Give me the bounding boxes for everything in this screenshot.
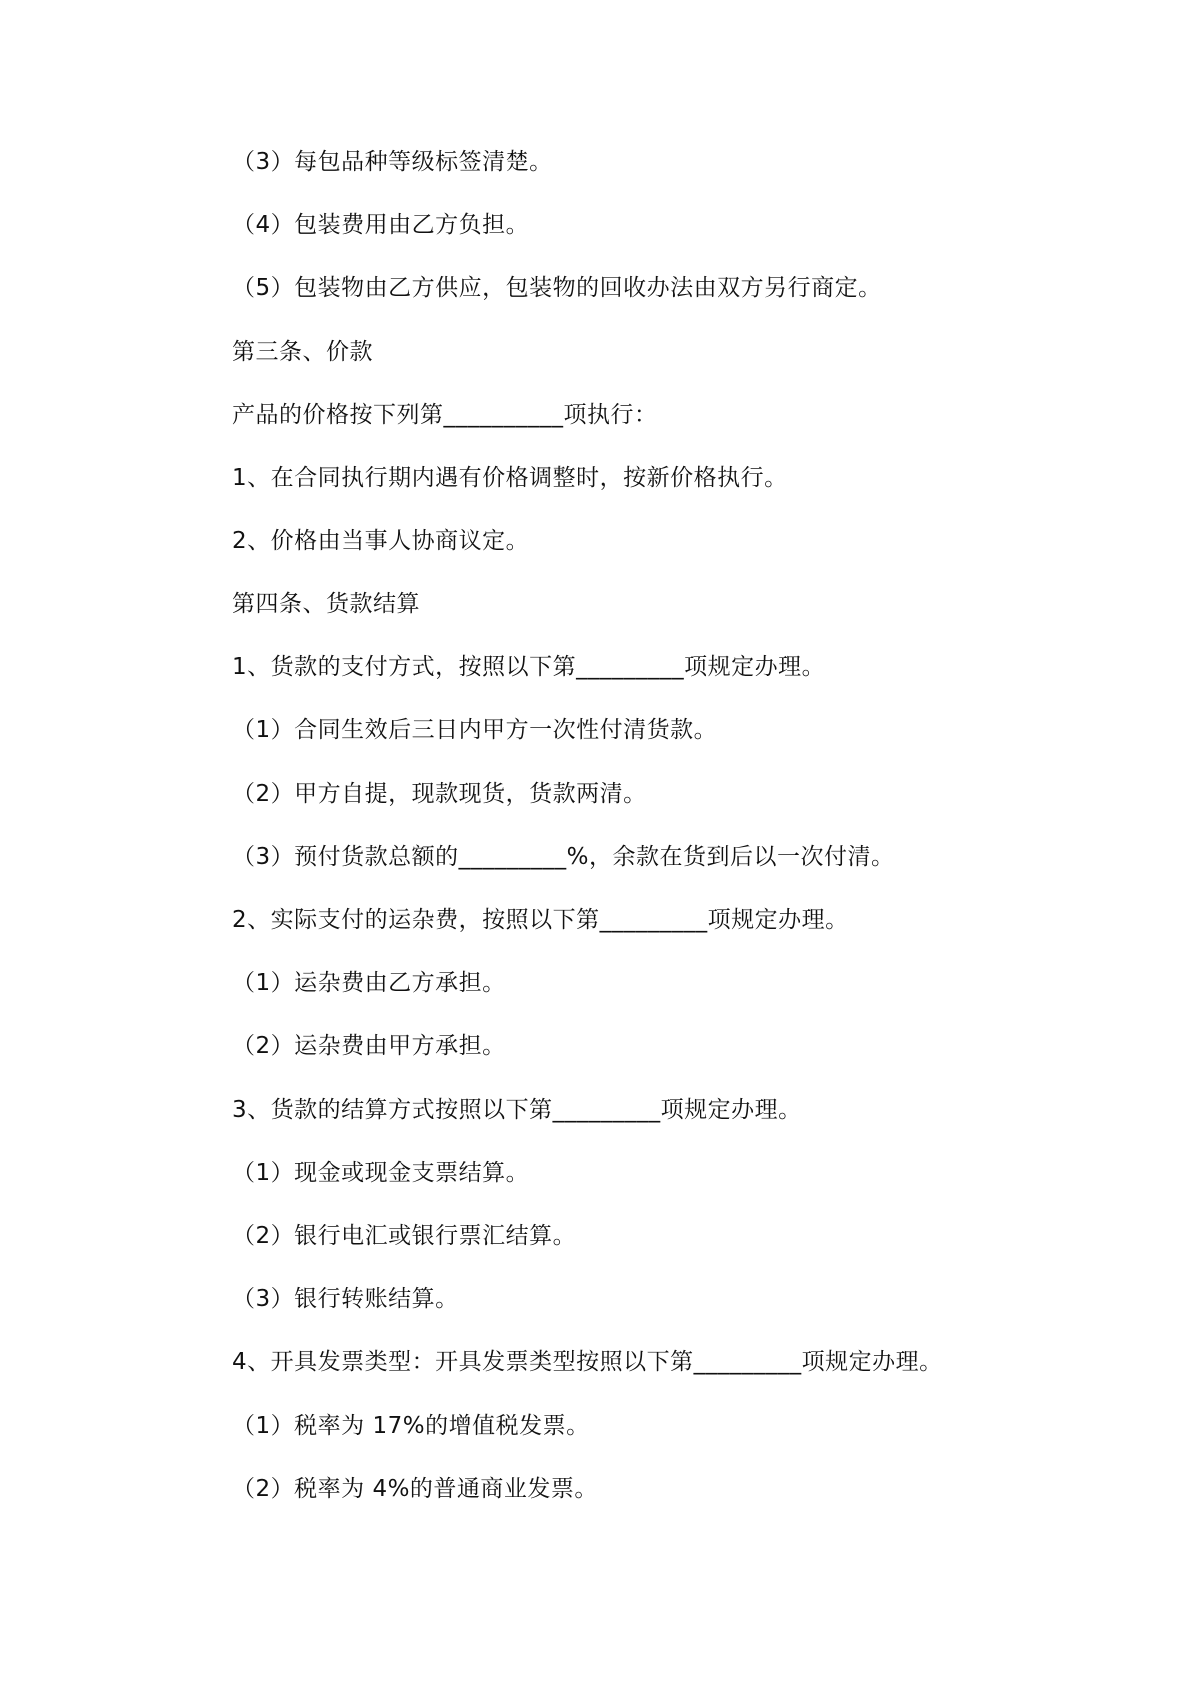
clause-text-line: （1）现金或现金支票结算。 [232, 1160, 530, 1186]
clause-text-line: （3）每包品种等级标签清楚。 [232, 149, 553, 175]
section-heading: 第四条、货款结算 [232, 591, 420, 617]
clause-text-line: （3）银行转账结算。 [232, 1286, 459, 1312]
clause-text-line: （4）包装费用由乙方负担。 [232, 212, 530, 238]
clause-text-line: 3、货款的结算方式按照以下第_________项规定办理。 [232, 1097, 802, 1123]
clause-text-line: （2）税率为 4%的普通商业发票。 [232, 1476, 598, 1502]
clause-text-line: 1、货款的支付方式，按照以下第_________项规定办理。 [232, 654, 826, 680]
clause-text-line: 2、价格由当事人协商议定。 [232, 528, 530, 554]
clause-text-line: （2）甲方自提，现款现货，货款两清。 [232, 781, 647, 807]
clause-text-line: 产品的价格按下列第__________项执行： [232, 402, 658, 428]
clause-text-line: （3）预付货款总额的_________%，余款在货到后以一次付清。 [232, 844, 895, 870]
clause-text-line: （2）银行电汇或银行票汇结算。 [232, 1223, 577, 1249]
clause-text-line: （1）税率为 17%的增值税发票。 [232, 1413, 590, 1439]
clause-text-line: 1、在合同执行期内遇有价格调整时，按新价格执行。 [232, 465, 788, 491]
clause-text-line: 2、实际支付的运杂费，按照以下第_________项规定办理。 [232, 907, 849, 933]
clause-text-line: （1）合同生效后三日内甲方一次性付清货款。 [232, 717, 718, 743]
clause-text-line: （2）运杂费由甲方承担。 [232, 1033, 506, 1059]
clause-text-line: （1）运杂费由乙方承担。 [232, 970, 506, 996]
section-heading: 第三条、价款 [232, 339, 373, 365]
clause-text-line: （5）包装物由乙方供应，包装物的回收办法由双方另行商定。 [232, 275, 882, 301]
clause-text-line: 4、开具发票类型：开具发票类型按照以下第_________项规定办理。 [232, 1349, 943, 1375]
